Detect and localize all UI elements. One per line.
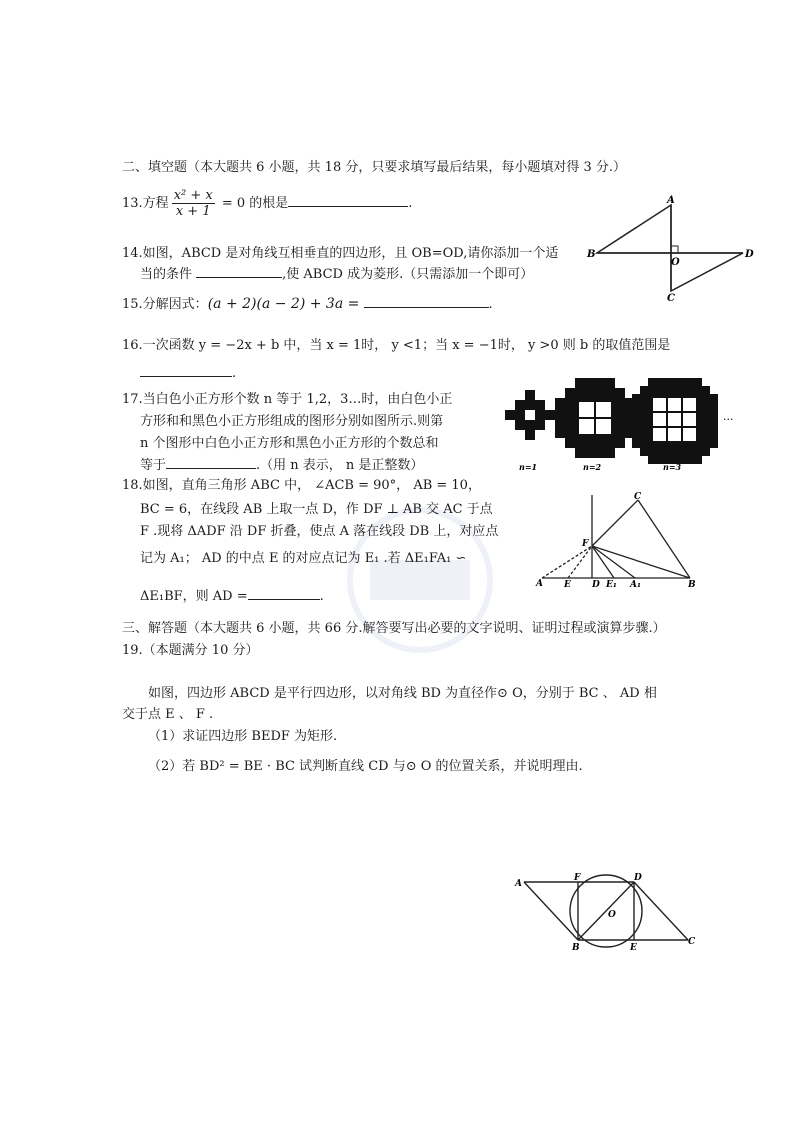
- q18-line4: 记为 A₁； AD 的中点 E 的对应点记为 E₁ .若 ΔE₁FA₁ ∽: [140, 551, 467, 566]
- q18-line1: 18.如图，直角三角形 ABC 中， ∠ACB = 90°， AB = 10，: [122, 478, 481, 493]
- q18-line2: BC = 6，在线段 AB 上取一点 D，作 DF ⊥ AB 交 AC 于点: [140, 502, 493, 517]
- q13-end: .: [408, 196, 413, 211]
- q19-label-c: C: [688, 937, 696, 947]
- q13-numerator: x² + x: [173, 188, 213, 203]
- q18-label-e: E: [564, 580, 571, 590]
- q19-parallelogram-figure: [512, 868, 702, 953]
- question-13: [122, 188, 412, 219]
- q18-label-d: D: [592, 580, 600, 590]
- q13-prefix: 13.方程: [122, 196, 169, 211]
- q14-label-o: O: [671, 257, 680, 268]
- q16-answer-blank[interactable]: [140, 364, 232, 377]
- q17-pattern-figures: [495, 378, 745, 473]
- q18-line5: [140, 585, 324, 604]
- q15-end: .: [488, 297, 493, 312]
- q14-label-b: B: [587, 249, 596, 260]
- q14-label-c: C: [667, 293, 675, 304]
- q17-line4b: .（用 n 表示， n 是正整数）: [256, 458, 424, 473]
- q19-body-line1: 如图，四边形 ABCD 是平行四边形，以对角线 BD 为直径作⊙ O，分别于 BC 、 AD 相: [148, 686, 657, 701]
- q17-pattern-n1: [505, 390, 555, 440]
- q17-pattern-n2: [555, 378, 635, 458]
- q18-line3: F .现将 ΔADF 沿 DF 折叠，使点 A 落在线段 DB 上，对应点: [140, 524, 499, 539]
- q14-line1: 14.如图，ABCD 是对角线互相垂直的四边形，且 OB=OD,请你添加一个适: [122, 246, 559, 261]
- section-2-title: 二、填空题（本大题共 6 小题，共 18 分，只要求填写最后结果，每小题填对得 3 分.）: [122, 160, 627, 175]
- q19-label-b: B: [572, 943, 580, 953]
- q15-prefix: 15.分解因式：: [122, 297, 208, 312]
- question-15: [122, 293, 493, 312]
- q17-line4a: 等于: [140, 458, 167, 473]
- q17-line3: n 个图形中白色小正方形和黑色小正方形的个数总和: [140, 436, 439, 451]
- q17-line2: 方形和和黑色小正方形组成的图形分别如图所示.则第: [140, 414, 444, 429]
- q19-label-d: D: [634, 873, 642, 883]
- q19-header: 19.（本题满分 10 分）: [122, 643, 259, 658]
- q17-caption-n1: n=1: [519, 462, 538, 472]
- q18-label-e1: E₁: [606, 580, 617, 590]
- q13-denominator: x + 1: [175, 204, 211, 219]
- q19-part1: （1）求证四边形 BEDF 为矩形.: [148, 729, 338, 744]
- q18-label-a1: A₁: [630, 580, 641, 590]
- q17-caption-n2: n=2: [583, 462, 602, 472]
- q18-answer-blank[interactable]: [248, 587, 320, 600]
- q14-line2a: 当的条件: [140, 267, 193, 282]
- q19-label-o: O: [608, 910, 616, 920]
- section-3-title: 三、解答题（本大题共 6 小题，共 66 分.解答要写出必要的文字说明、证明过程或演算步骤.）: [122, 621, 666, 636]
- q19-body-line2: 交于点 E 、 F .: [122, 707, 214, 722]
- q15-answer-blank[interactable]: [364, 295, 489, 308]
- q19-label-a: A: [515, 879, 522, 889]
- q14-answer-blank[interactable]: [196, 265, 282, 278]
- q18-label-a: A: [536, 579, 543, 589]
- q14-line2b: ,使 ABCD 成为菱形.（只需添加一个即可）: [282, 267, 534, 282]
- q13-mid: = 0 的根是: [217, 196, 289, 211]
- q14-label-d: D: [745, 249, 754, 260]
- q14-label-a: A: [667, 195, 675, 206]
- q19-part2: （2）若 BD² = BE · BC 试判断直线 CD 与⊙ O 的位置关系，并说明理由.: [148, 759, 583, 774]
- q16-end: .: [232, 366, 237, 381]
- q18-label-c: C: [634, 492, 642, 502]
- q18-line5b: .: [319, 589, 324, 604]
- q17-ellipsis: ···: [723, 413, 734, 426]
- q18-line5a: ΔE₁BF，则 AD =: [140, 589, 248, 604]
- q18-label-b: B: [688, 580, 696, 590]
- q16-line2: [140, 364, 236, 381]
- q17-line4: [140, 454, 423, 473]
- q19-label-f: F: [574, 873, 581, 883]
- q17-line1: 17.当白色小正方形个数 n 等于 1,2，3…时，由白色小正: [122, 392, 453, 407]
- q16-line1: 16.一次函数 y = −2x + b 中，当 x = 1时， y <1；当 x = −1时， y >0 则 b 的取值范围是: [122, 338, 671, 353]
- q18-triangle-figure: [530, 490, 705, 590]
- q14-rhombus-figure: [585, 193, 760, 305]
- q18-label-f: F: [582, 539, 589, 549]
- q19-label-e: E: [630, 943, 637, 953]
- q17-answer-blank[interactable]: [166, 456, 256, 469]
- q17-pattern-n3: [632, 378, 718, 464]
- q13-fraction: [172, 188, 215, 219]
- q17-caption-n3: n=3: [663, 462, 682, 472]
- q15-expression: (a + 2)(a − 2) + 3a =: [207, 296, 360, 312]
- q14-line2: [140, 263, 533, 282]
- q13-answer-blank[interactable]: [288, 194, 408, 207]
